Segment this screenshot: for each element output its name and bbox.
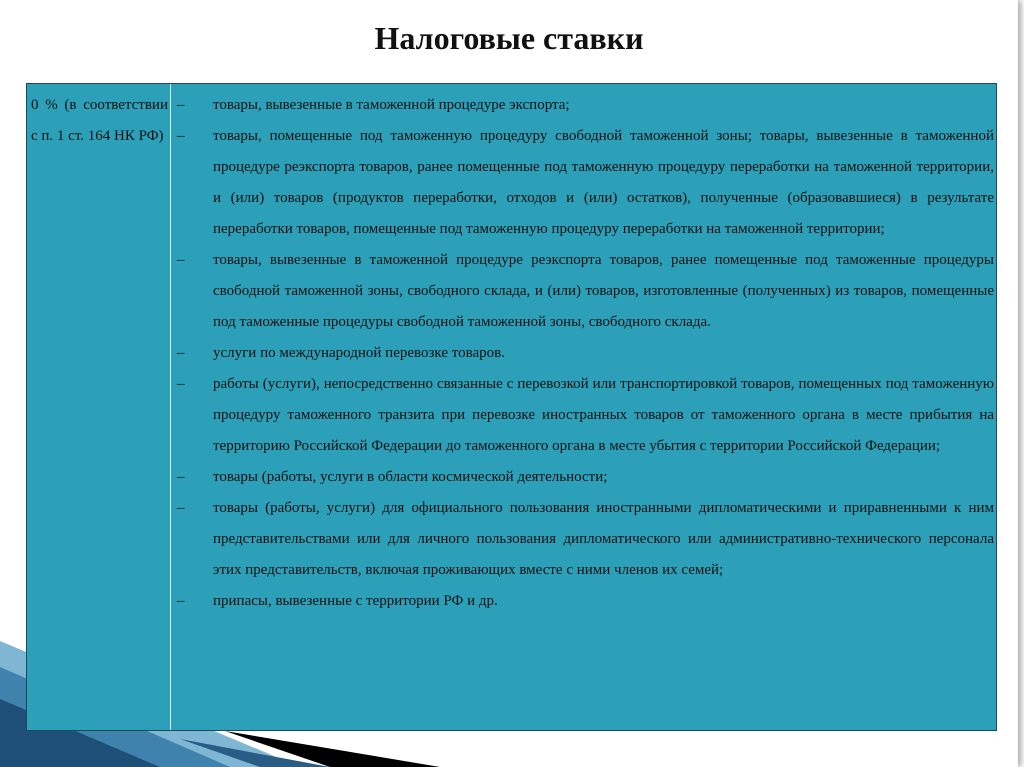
list-item-text: товары (работы, услуги) для официального пользования иностранными дипломатическими и приравненными к ним представительствами или для личного пользования дипломатического или административно-технического персонала этих представительств, включая проживающих вместе с ними членов их семей; [213, 500, 994, 578]
list-item-text: товары, помещенные под таможенную процедуру свободной таможенной зоны; товары, вывезенные в таможенной процедуре реэкспорта товаров, ранее помещенные под таможенную процедуру переработки на таможенной территории, и (или) товаров (продуктов переработки, отходов и (или) остатков), полученные (образовавшиеся) в результате переработки товаров, помещенные под таможенную процедуру переработки на таможенной территории; [213, 128, 994, 237]
list-item [171, 338, 994, 369]
rate-cell: 0 % (в соответствии с п. 1 ст. 164 НК РФ) [27, 84, 171, 730]
list-item-text: услуги по международной перевозке товаров. [213, 345, 505, 361]
list-item-text: работы (услуги), непосредственно связанные с перевозкой или транспортировкой товаров, помещенных под таможенную процедуру таможенного транзита при перевозке иностранных товаров от таможенного органа в месте прибытия на территорию Российской Федерации до таможенного органа в месте убытия с территории Российской Федерации; [213, 376, 994, 454]
list-item [171, 245, 994, 338]
bullet-dash: – [177, 97, 185, 113]
list-item-text: припасы, вывезенные с территории РФ и др. [213, 593, 498, 609]
list-item [171, 369, 994, 462]
list-item [171, 121, 994, 245]
list-item [171, 90, 994, 121]
bullet-dash: – [177, 376, 185, 392]
bullet-dash: – [177, 500, 185, 516]
list-item-text: товары (работы, услуги в области космической деятельности; [213, 469, 608, 485]
bullet-dash: – [177, 593, 185, 609]
list-item [171, 462, 994, 493]
list-item-text: товары, вывезенные в таможенной процедуре реэкспорта товаров, ранее помещенные под таможенные процедуры свободной таможенной зоны, свободного склада, и (или) товаров, изготовленные (полученных) из товаров, помещенные под таможенные процедуры свободной таможенной зоны, свободного склада. [213, 252, 994, 330]
bullet-dash: – [177, 252, 185, 268]
list-item [171, 493, 994, 586]
items-cell [171, 84, 996, 730]
list-item-text: товары, вывезенные в таможенной процедуре экспорта; [213, 97, 570, 113]
tax-rates-table [26, 83, 997, 731]
list-item [171, 586, 994, 617]
bullet-dash: – [177, 345, 185, 361]
bullet-dash: – [177, 469, 185, 485]
bullet-dash: – [177, 128, 185, 144]
slide-title: Налоговые ставки [374, 20, 644, 56]
